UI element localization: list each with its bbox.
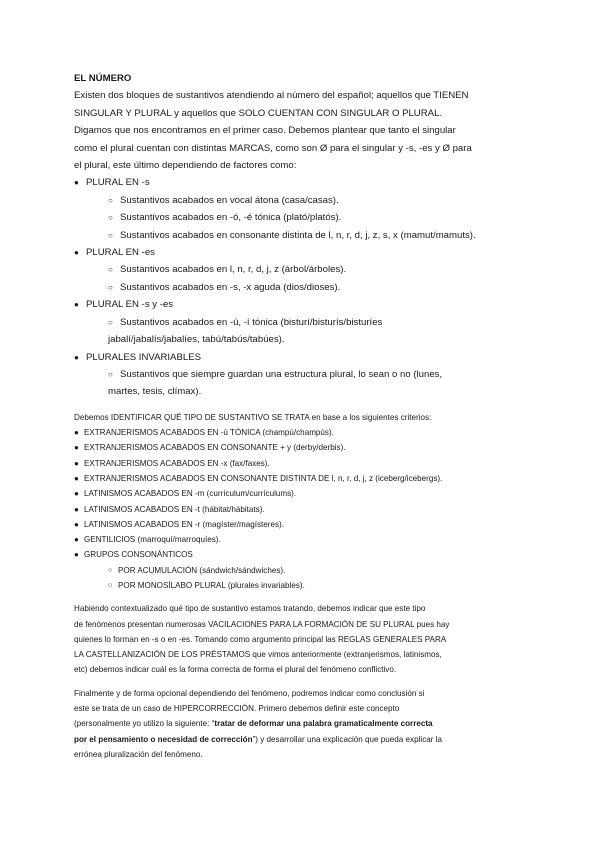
intro-line: SINGULAR Y PLURAL y aquellos que SOLO CUENTAN CON SINGULAR O PLURAL. [74, 107, 443, 119]
page-title: EL NÚMERO [74, 73, 132, 84]
intro-line: como el plural cuentan con distintas MARCAS, como son Ø para el singular y -s, -es y Ø para [74, 142, 472, 154]
document-page [74, 70, 534, 762]
sub-bullet-text: Sustantivos que siempre guardan una estructura plural, lo sean o no (lunes, [120, 368, 443, 380]
paragraph-text: (personalmente yo utilizo la siguiente: “ [74, 719, 215, 729]
sub-bullet-item [74, 366, 534, 401]
bullet-plural-s: ● PLURAL EN -s [74, 174, 534, 191]
paragraph-line: errónea pluralización del fenómeno. [74, 749, 203, 759]
bullet-plural-es: ● PLURAL EN -es [74, 244, 534, 261]
criteria-sub-item: ○ POR ACUMULACIÓN (sándwich/sándwiches). [74, 563, 534, 578]
sub-bullet-item: ○ Sustantivos acabados en -s, -x aguda (dios/dioses). [74, 279, 534, 296]
paragraph-line [74, 716, 534, 731]
paragraph-text: ”) y desarrollar una explicación que pueda explicar la [252, 734, 442, 744]
sub-bullet-item: ○ Sustantivos acabados en -ó, -é tónica (plató/platós). [74, 209, 534, 226]
section-numero [74, 70, 534, 401]
definition-bold-text: tratar de deformar una palabra gramaticalmente correcta [214, 719, 433, 729]
criteria-item: ● LATINISMOS ACABADOS EN -r (magíster/magísteres). [74, 517, 534, 532]
sub-bullet-item: ○ Sustantivos acabados en vocal átona (casa/casas). [74, 192, 534, 209]
sub-bullet-item [74, 314, 534, 349]
intro-line: el plural, este último dependiendo de factores como: [74, 160, 297, 172]
section-criterios [74, 410, 534, 594]
criteria-item: ● GENTILICIOS (marroquí/marroquíes). [74, 532, 534, 547]
sub-bullet-continuation: martes, tesis, clímax). [108, 386, 202, 398]
paragraph-line: etc) debemos indicar cuál es la forma correcta de forma el plural del fenómeno conflictivo. [74, 665, 397, 675]
bullet-plurales-invariables: ● PLURALES INVARIABLES [74, 349, 534, 366]
sub-bullet-item: ○ Sustantivos acabados en consonante distinta de l, n, r, d, j, z, s, x (mamut/mamuts). [74, 227, 534, 244]
paragraph-vacilaciones [74, 601, 534, 677]
sub-bullet-text: Sustantivos acabados en -ú, -í tónica (bisturí/bisturís/bisturíes [120, 316, 383, 328]
intro-line: Existen dos bloques de sustantivos atendiendo al número del español; aquellos que TIENEN [74, 90, 469, 102]
paragraph-line: quienes lo forman en -s o en -es. Tomando como argumento principal las REGLAS GENERALES PARA [74, 634, 447, 644]
sub-bullet-item: ○ Sustantivos acabados en l, n, r, d, j, z (árbol/árboles). [74, 261, 534, 278]
criteria-item: ● EXTRANJERISMOS ACABADOS EN -ú TÓNICA (champú/champús). [74, 425, 534, 440]
intro-line: Digamos que nos encontramos en el primer caso. Debemos plantear que tanto el singular [74, 125, 456, 137]
criteria-item: ● EXTRANJERISMOS ACABADOS EN CONSONANTE + y (derby/derbis). [74, 440, 534, 455]
paragraph-line: Habiendo contextualizado qué tipo de sustantivo estamos tratando, debemos indicar que este tipo [74, 604, 426, 614]
criteria-item: ● EXTRANJERISMOS ACABADOS EN -x (fax/faxes). [74, 456, 534, 471]
criteria-item: ● LATINISMOS ACABADOS EN -m (currículum/currículums). [74, 486, 534, 501]
paragraph-line [74, 732, 534, 747]
bullet-plural-s-es: ● PLURAL EN -s y -es [74, 296, 534, 313]
criteria-intro: Debemos IDENTIFICAR QUÉ TIPO DE SUSTANTIVO SE TRATA en base a los siguientes criterios: [74, 412, 432, 422]
paragraph-hipercorreccion [74, 686, 534, 762]
definition-bold-text: por el pensamiento o necesidad de corrección [74, 734, 253, 744]
paragraph-line: LA CASTELLANIZACIÓN DE LOS PRÉSTAMOS que vimos anteriormente (extranjerismos, latinismos, [74, 650, 442, 660]
criteria-item: ● EXTRANJERISMOS ACABADOS EN CONSONANTE DISTINTA DE l, n, r, d, j, z (iceberg/icebergs). [74, 471, 534, 486]
paragraph-line: de fenómenos presentan numerosas VACILACIONES PARA LA FORMACIÓN DE SU PLURAL pues hay [74, 619, 450, 629]
paragraph-line: Finalmente y de forma opcional dependiendo del fenómeno, podremos indicar como conclusión si [74, 688, 425, 698]
criteria-item: ● LATINISMOS ACABADOS EN -t (hábitat/hábitats). [74, 502, 534, 517]
criteria-sub-item: ○ POR MONOSÍLABO PLURAL (plurales invariables). [74, 578, 534, 593]
criteria-item: ● GRUPOS CONSONÁNTICOS [74, 547, 534, 562]
paragraph-line: este se trata de un caso de HIPERCORRECCIÓN. Primero debemos definir este concepto [74, 704, 400, 714]
sub-bullet-continuation: jabalí/jabalís/jabalíes, tabú/tabús/tabúes). [108, 334, 285, 346]
